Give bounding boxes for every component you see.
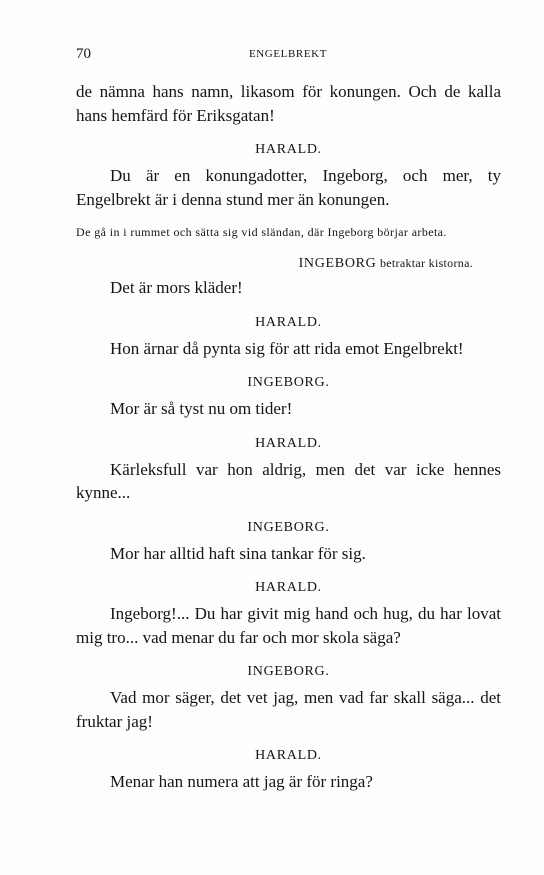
running-title: ENGELBREKT (248, 48, 328, 60)
dialogue-line: Ingeborg!... Du har givit mig hand och hug, du har lovat mig tro... vad menar du far och mor skola säga? (76, 604, 501, 647)
dialogue-line: Mor har alltid haft sina tankar för sig. (110, 543, 366, 563)
page-header (76, 46, 500, 66)
dialogue-line: Menar han numera att jag är för ringa? (110, 772, 373, 791)
page-number: 70 (76, 46, 91, 62)
speaker-name: INGEBORG. (247, 375, 330, 390)
stage-direction: De gå in i rummet och sätta sig vid sländan, där Ingeborg börjar arbeta. (76, 225, 447, 239)
speaker-name: HARALD. (255, 142, 322, 157)
dialogue-line: de nämna hans namn, likasom för konungen. Och de kalla hans hemfärd för Eriksgatan! (76, 82, 501, 125)
dialogue-line: Hon ärnar då pynta sig för att rida emot Engelbrekt! (110, 338, 464, 358)
speaker-name: HARALD. (255, 748, 322, 763)
speaker-name: INGEBORG (298, 256, 377, 271)
page-body (76, 80, 501, 794)
speaker-name: HARALD. (255, 314, 322, 330)
inline-direction: betraktar kistorna. (380, 256, 473, 270)
dialogue-line: Vad mor säger, det vet jag, men vad far skall säga... det fruktar jag! (76, 688, 501, 731)
speaker-name: HARALD. (255, 435, 322, 451)
dialogue-line: Det är mors kläder! (110, 278, 243, 297)
dialogue-line: Mor är så tyst nu om tider! (110, 399, 293, 418)
dialogue-line: Du är en konungadotter, Ingeborg, och mer, ty Engelbrekt är i denna stund mer än konungen. (76, 166, 501, 209)
speaker-name: INGEBORG. (247, 519, 330, 535)
speaker-name: INGEBORG. (247, 664, 330, 679)
dialogue-line: Kärleksfull var hon aldrig, men det var icke hennes kynne... (76, 459, 501, 502)
speaker-with-direction (76, 256, 501, 272)
speaker-name: HARALD. (255, 580, 322, 595)
